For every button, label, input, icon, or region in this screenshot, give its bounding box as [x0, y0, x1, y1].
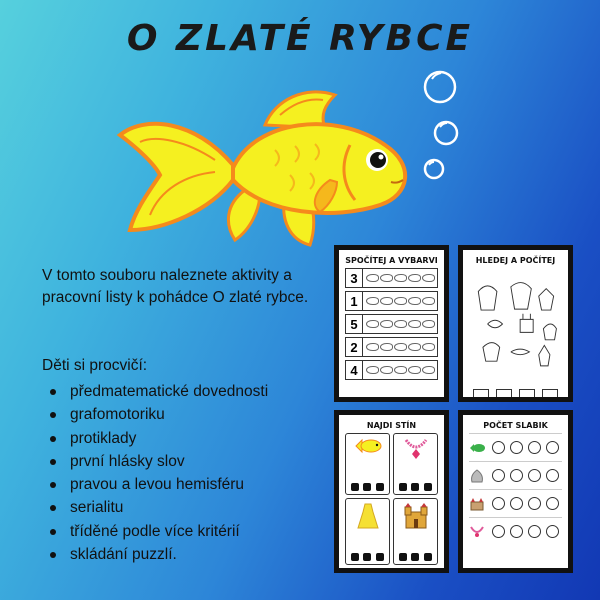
worksheet-title: HLEDEJ A POČÍTEJ — [475, 256, 556, 265]
worksheet-title: SPOČÍTEJ A VYBARVI — [345, 256, 438, 265]
bubble-icon — [420, 65, 470, 185]
skills-list — [42, 380, 268, 566]
goldfish-illustration — [115, 80, 415, 260]
necklace-icon — [403, 437, 429, 459]
number-cell: 5 — [346, 315, 363, 333]
shadow-card — [393, 433, 438, 495]
castle-icon — [403, 502, 429, 530]
list-item: první hlásky slov — [42, 450, 268, 473]
hidden-picture-illustration — [469, 268, 562, 380]
bullet-icon — [50, 482, 56, 488]
bullet-icon — [50, 552, 56, 558]
number-cell: 4 — [346, 361, 363, 379]
table-row — [469, 517, 562, 545]
dress-icon — [357, 502, 379, 530]
table-row — [345, 314, 438, 334]
list-item: předmatematické dovednosti — [42, 380, 268, 403]
shadow-card — [345, 433, 390, 495]
description-text — [42, 265, 322, 309]
table-row — [345, 337, 438, 357]
bullet-icon — [50, 436, 56, 442]
list-item: pravou a levou hemisféru — [42, 473, 268, 496]
worksheet-title: NAJDI STÍN — [366, 421, 417, 430]
bullet-icon — [50, 412, 56, 418]
page-title: O ZLATÉ RYBCE — [126, 18, 474, 59]
list-item: skládání puzzlí. — [42, 543, 268, 566]
list-item: grafomotoriku — [42, 403, 268, 426]
bullet-icon — [50, 459, 56, 465]
number-cell: 1 — [346, 292, 363, 310]
number-cell: 3 — [346, 269, 363, 287]
goldfish-icon — [353, 437, 383, 455]
bullet-icon — [50, 529, 56, 535]
table-row — [469, 489, 562, 517]
table-row — [345, 268, 438, 288]
bullet-icon — [50, 389, 56, 395]
worksheet-syllables — [458, 410, 573, 573]
skills-intro: Děti si procvičí: — [42, 357, 148, 374]
worksheet-find-shadow — [334, 410, 449, 573]
shadow-card — [393, 498, 438, 566]
shadow-card — [345, 498, 390, 566]
necklace-icon — [469, 525, 485, 539]
list-item: tříděné podle více kritérií — [42, 520, 268, 543]
worksheet-count-color — [334, 245, 449, 402]
table-row — [469, 433, 562, 461]
table-row — [469, 461, 562, 489]
number-cell: 2 — [346, 338, 363, 356]
description-paragraph: V tomto souboru naleznete aktivity a pracovní listy k pohádce O zlaté rybce. — [42, 267, 309, 306]
fish-icon — [469, 441, 485, 455]
table-row — [345, 360, 438, 380]
answer-boxes — [469, 389, 562, 397]
worksheet-title: POČET SLABIK — [483, 421, 548, 430]
table-row — [345, 291, 438, 311]
list-item: serialitu — [42, 496, 268, 519]
bullet-icon — [50, 505, 56, 511]
worksheet-find-count — [458, 245, 573, 402]
shell-icon — [469, 469, 485, 483]
castle-icon — [469, 497, 485, 511]
list-item: protiklady — [42, 427, 268, 450]
